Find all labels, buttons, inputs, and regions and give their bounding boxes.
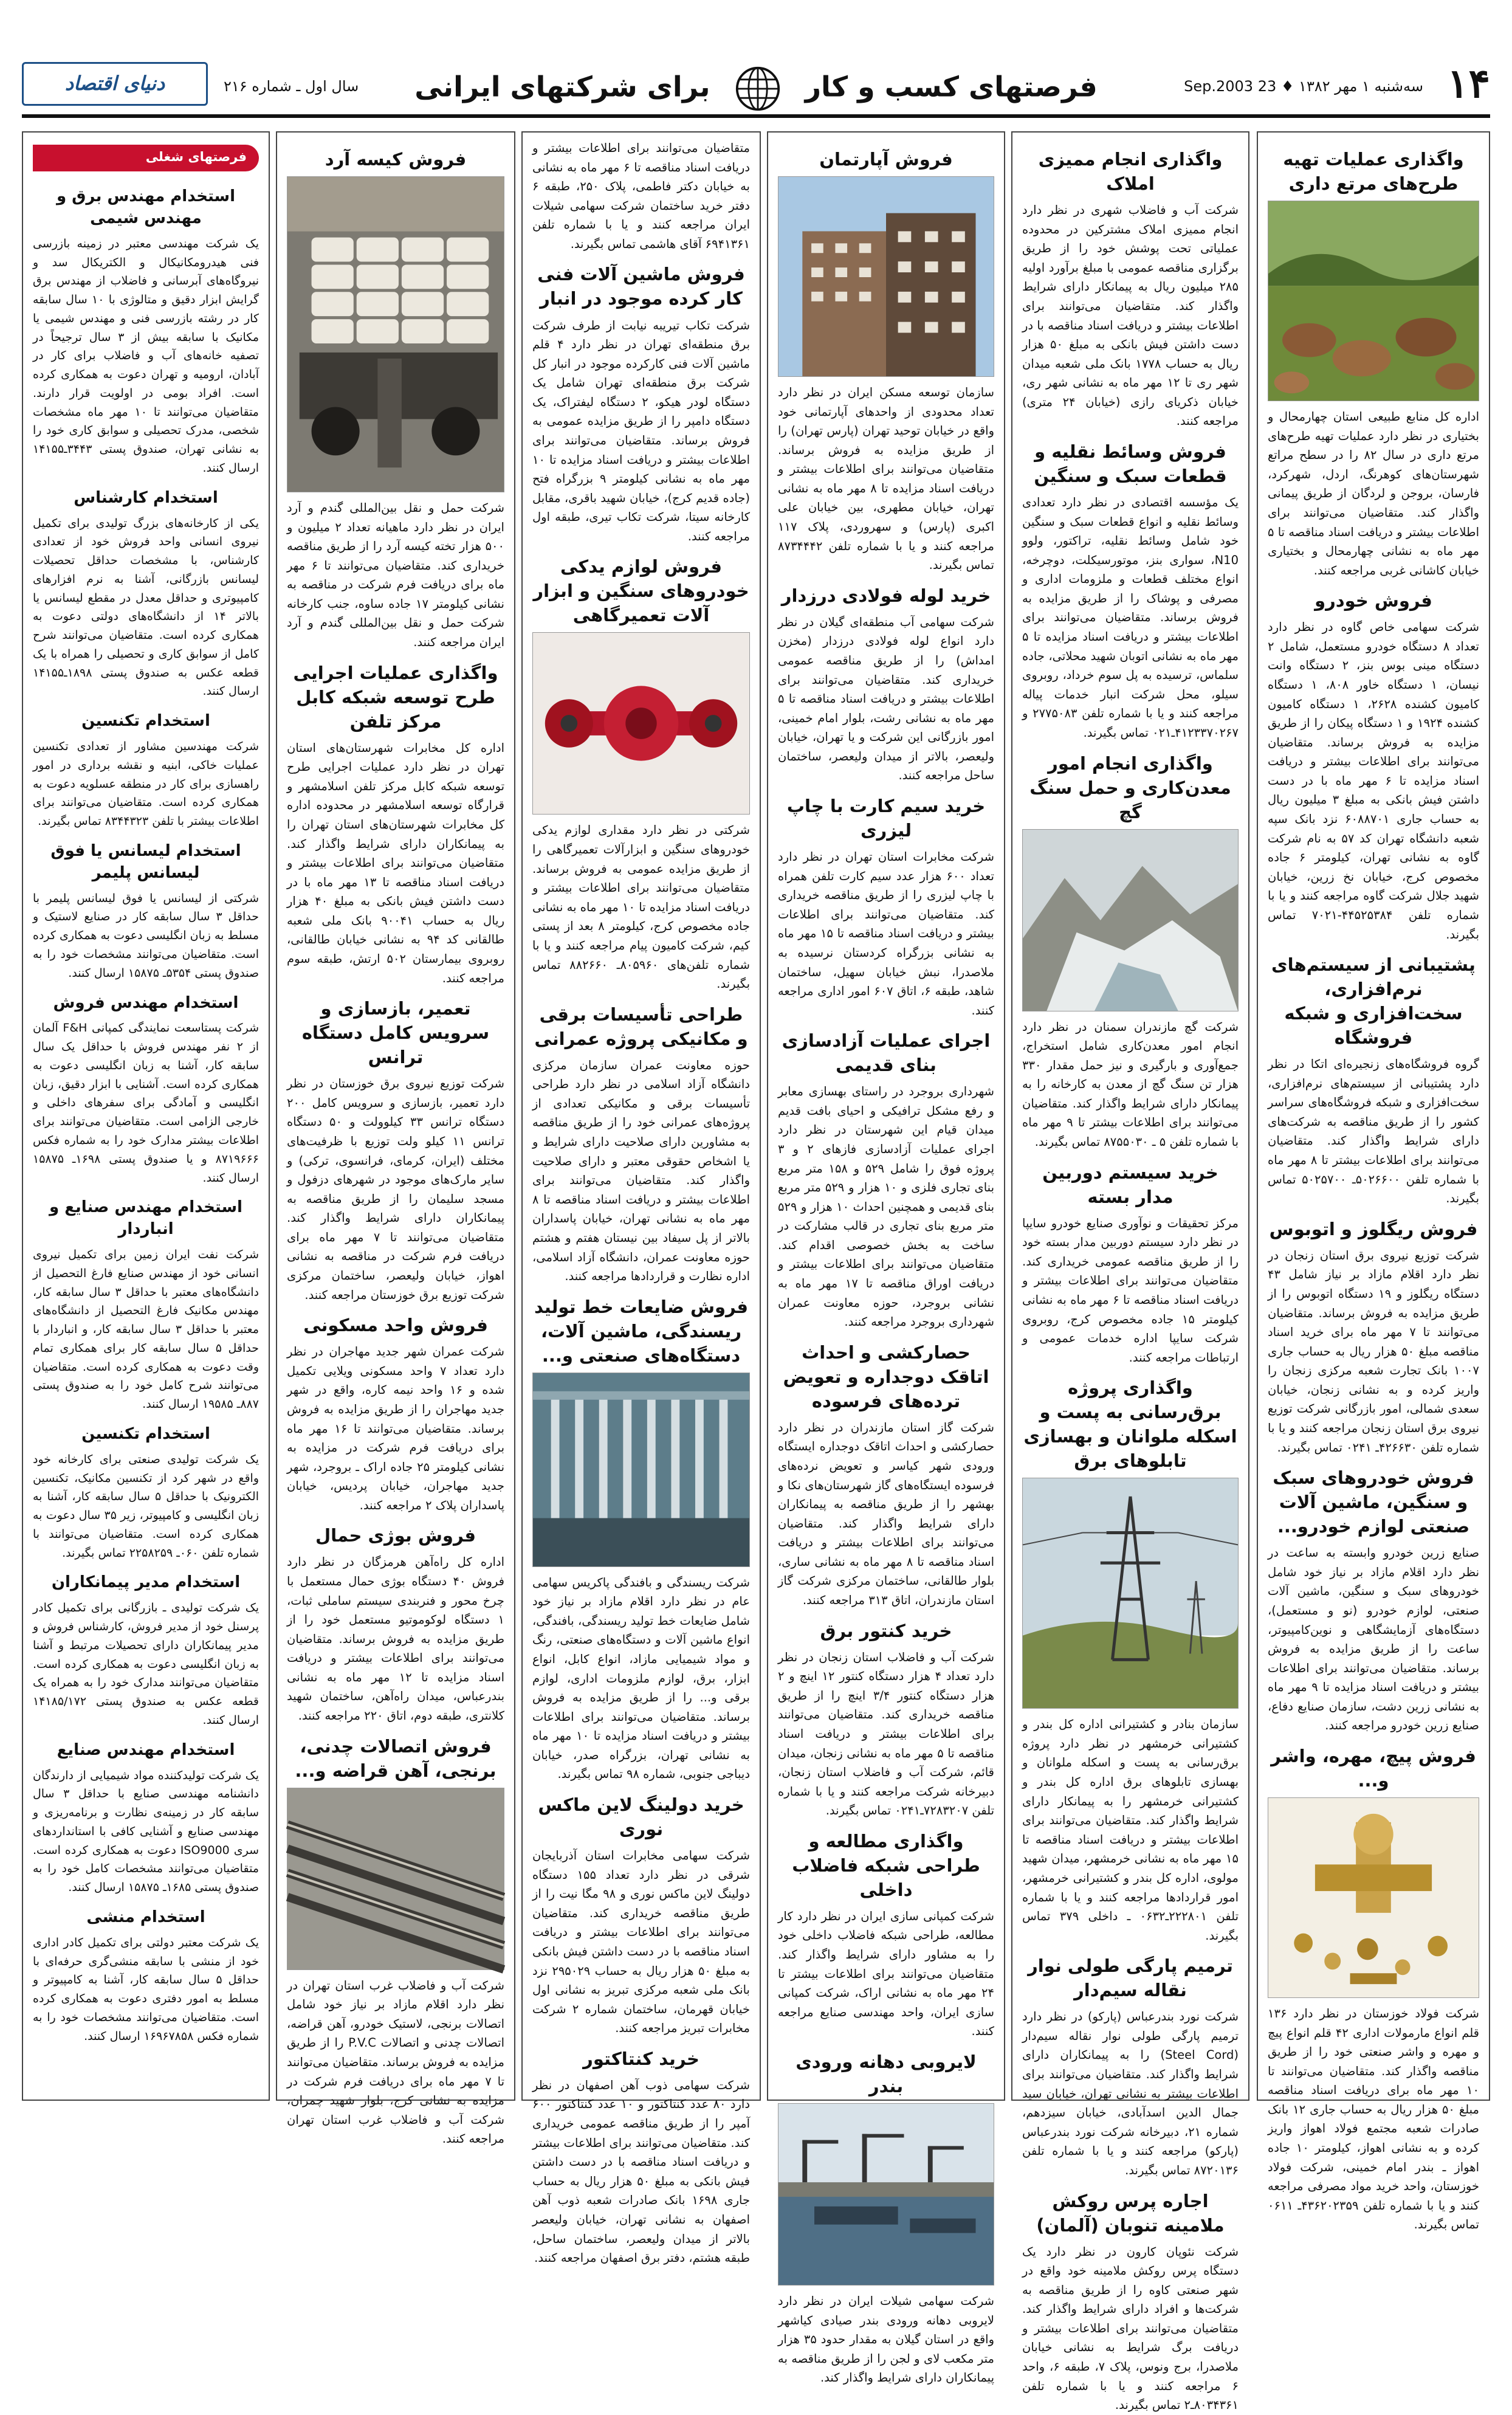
truck-axle-photo bbox=[532, 632, 750, 815]
article-title: واگذاری انجام امور معدن‌کاری و حمل سنگ گچ bbox=[1029, 753, 1231, 822]
power-tower-photo bbox=[1022, 1478, 1239, 1709]
article-title: خرید لوله فولادی درزدار bbox=[781, 585, 991, 606]
article-title: خرید سیستم دوربین مدار بسته bbox=[1042, 1162, 1218, 1207]
article-body: شرکت توزیع نیروی برق استان زنجان در نظر دارد اقلام مازاد بر نیاز شامل ۴۳ دستگاه ریگلوز و ۱۹ دستگاه اتوبوس را از طریق مزایده به فروش برساند. متقاضیان می‌توانند تا ۷ مهر ماه برای خرید اسناد مناقصه مبلغ ۵۰ هزار ریال به حساب جاری ۱۰۰۷ بانک تجارت شعبه مرکزی زنجان را واریز کرده و به نشانی زنجان، خیابان سعدی شمالی، امور بازرگانی شرکت توزیع نیروی برق استان زنجان مراجعه کنند و یا با شماره تلفن ۴۲۶۶۳۰ـ ۰۲۴۱ تماس بگیرند. bbox=[1268, 1248, 1479, 1455]
jobs-banner-bar bbox=[33, 145, 259, 171]
article-title: فروش واحد مسکونی bbox=[303, 1315, 488, 1336]
job-body: یک شرکت معتبر دولتی برای تکمیل کادر اداری خود از منشی با سابقه منشی‌گری حرفه‌ای با حداقل ۵ سال سابقه کار، آشنا به کامپیوتر و مسلط به امور دفتری دعوت به همکاری کرده است. متقاضیان می‌توانند مشخصات خود را به شماره فکس ۱۶۹۶۷۸۵۸ ارسال کنند. bbox=[33, 1935, 259, 2043]
job-body: یک شرکت تولیدکننده مواد شیمیایی از دارندگان دانشنامه مهندسی صنایع با حداقل ۳ سال سابقه کار در زمینه‌ی نظارت و برنامه‌ریزی و مهندسی صنایع و آشنایی کافی با استانداردهای سری ISO9000 دعوت به همکاری کرده است. متقاضیان می‌توانند مشخصات کامل خود را به صندوق پستی ۱۶۸۵ـ ۱۵۸۷۵ ارسال کنند. bbox=[33, 1768, 259, 1895]
article-title: ترمیم پارگی طولی نوار نقاله سیم‌دار bbox=[1028, 1955, 1233, 2001]
job-body: یک شرکت مهندسی معتبر در زمینه بازرسی فنی هیدرومکانیکال و الکتریکال سد و نیروگاه‌های آبرسانی و فاضلاب از مهندس برق گرایش ابزار دقیق و متالوژی با ۱۰ سال سابقه کار در رشته بازرسی فنی و مهندس شیمی یا مکانیک با سابقه بیش از ۳ سال ترجیحاً در تصفیه خانه‌های آب و فاضلاب برای کار در آبادان، ارومیه و تهران دعوت به همکاری کرده است. افراد بومی در اولویت قرار دارند. متقاضیان می‌توانند تا ۱۰ مهر ماه مشخصات شخصی، مدرک تحصیلی و سوابق کاری خود را به نشانی تهران، صندوق پستی ۳۴۴۳ـ۱۴۱۵۵ ارسال کنند. bbox=[33, 236, 259, 475]
article-title: فروش پیچ، مهره، واشر و... bbox=[1271, 1745, 1476, 1791]
column-4 bbox=[521, 131, 761, 2265]
article-title: واگذاری انجام ممیزی املاک bbox=[1038, 149, 1223, 195]
article-body: شرکت آب و فاضلاب شهری در نظر دارد انجام ممیزی املاک مشترکین در محدوده عملیاتی تحت پوشش خود را از طریق برگزاری مناقصه عمومی با مبلغ برآورد اولیه ۲۸۵ میلیون ریال به پیمانکار دارای شرایط واگذار کند. متقاضیان می‌توانند برای اطلاعات بیشتر و دریافت اسناد مناقصه با در دست داشتن فیش بانکی به مبلغ ۵۰ هزار ریال به حساب ۱۷۷۸ بانک ملی شعبه میدان شهر ری تا ۱۲ مهر ماه به نشانی شهر ری، خیابان ذکریای رازی (خیابان ۲۴ متری) مراجعه کنند. bbox=[1022, 203, 1239, 429]
job-body: یک شرکت تولیدی صنعتی برای کارخانه خود واقع در شهر کرد از تکنسین مکانیک، تکنسین الکترونیک با حداقل ۵ سال سابقه کار، آشنا به زبان انگلیسی و کامپیوتر، زیر ۳۵ سال دعوت به همکاری کرده است. متقاضیان می‌توانند با شماره تلفن ۰۶۰ـ ۲۲۵۸۲۵۹ تماس بگیرند. bbox=[33, 1452, 259, 1560]
article-body: شرکت سهامی شیلات ایران در نظر دارد لایروبی دهانه ورودی بندر صیادی کیاشهر واقع در استان گیلان به مقدار حدود ۳۵ هزار متر مکعب لای و لجن را از طریق مناقصه به پیمانکاران دارای شرایط واگذار کند. bbox=[778, 2293, 994, 2385]
job-body: یکی از کارخانه‌های بزرگ تولیدی برای تکمیل نیروی انسانی واحد فروش خود از تعدادی کارشناس، با مشخصات حداقل تحصیلات لیسانس بازرگانی، آشنا به نرم افزارهای کامپیوتری و حداقل معدل در مقطع لیسانس یا بالاتر ۱۴ از دانشگاه‌های دولتی دعوت به همکاری کرده است. متقاضیان می‌توانند شرح کامل از سوابق کاری و تحصیلی را همراه با یک قطعه عکس به صندوق پستی ۱۸۹۸ـ۱۴۱۵۵ ارسال کنند. bbox=[33, 516, 259, 698]
article-body: شرکت آب و فاضلاب استان زنجان در نظر دارد تعداد ۴ هزار دستگاه کنتور ۱۲ اینچ و ۲ هزار دستگاه کنتور ۳/۴ اینچ را از طریق مناقصه خریداری کند. متقاضیان می‌توانند برای اطلاعات بیشتر و دریافت اسناد مناقصه تا ۵ مهر ماه به نشانی زنجان، میدان قائم، شرکت آب و فاضلاب استان زنجان، دبیرخانه شرکت مراجعه کنند و یا با شماره تلفن ۷۲۸۳۲۰۷ـ۰۲۴۱ تماس بگیرند. bbox=[778, 1650, 994, 1818]
article-body: متقاضیان می‌توانند برای اطلاعات بیشتر و دریافت اسناد مناقصه تا ۶ مهر ماه به نشانی به خیابان دکتر فاطمی، پلاک ۲۵۰، طبقه ۶ دفتر خرید ساختمان شرکت سهامی شیلات ایران مراجعه کنند و یا با شماره تلفن ۶۹۴۱۳۶۱ آقای هاشمی تماس بگیرند. bbox=[532, 141, 751, 251]
flour-sacks-truck-photo bbox=[287, 176, 504, 492]
column-5 bbox=[276, 131, 515, 2146]
job-title: استخدام مهندس فروش bbox=[53, 993, 239, 1012]
article-title: فروش وسائط نقلیه و قطعات سبک و سنگین bbox=[1034, 441, 1227, 486]
newspaper-logo: دنیای اقتصاد bbox=[22, 62, 208, 106]
article-body: شرکت عمران شهر جدید مهاجران در نظر دارد تعداد ۷ واحد مسکونی ویلایی تکمیل شده و ۱۶ واحد نیمه کاره، واقع در شهر جدید مهاجران را از طریق مزایده به فروش برساند. متقاضیان می‌توانند تا ۱۶ مهر ماه برای دریافت فرم شرکت در مزایده به نشانی کیلومتر ۲۵ جاده اراک ـ بروجرد، شهر جدید مهاجران، خیابان پردیس، خیابان پاسداران پلاک ۲ مراجعه کنند. bbox=[287, 1345, 504, 1512]
article-title: پشتیبانی از سیستم‌های نرم‌افزاری، سخت‌افزاری و شبکه فروشگاه bbox=[1271, 954, 1476, 1049]
article-title: واگذاری مطالعه و طراحی شبکه فاضلاب داخلی bbox=[792, 1830, 980, 1900]
jobs-banner-label: فرصتهای شغلی bbox=[145, 150, 247, 164]
article-title: فروش ریگلوز و اتوبوس bbox=[1269, 1218, 1478, 1239]
column-2 bbox=[1011, 131, 1249, 2413]
article-body: شرکتی در نظر دارد مقداری لوازم یدکی خودروهای سنگین و ابزارآلات تعمیرگاهی را از طریق مزایده عمومی به فروش برساند. متقاضیان می‌توانند برای اطلاعات بیشتر و دریافت اسناد مزایده تا ۱۰ مهر ماه به نشانی جاده مخصوص کرج، کیلومتر ۸ بعد از پستی کیم، شرکت کامیون پیام مراجعه کنند و یا با شماره تلفن‌های ۸۰۵۹۶۰ـ ۸۸۲۶۶۰ تماس بگیرند. bbox=[532, 823, 750, 991]
article-body: شهرداری بروجرد در راستای بهسازی معابر و رفع مشکل ترافیکی و احیای بافت قدیم میدان قیام این شهرستان در نظر دارد اجرای عملیات آزادسازی فازهای ۲ و ۳ پروژه فوق را شامل ۵۲۹ و ۱۵۸ متر مربع بنای تجاری فلزی و ۱۰ هزار و ۵۲۹ متر مربع بنای قدیمی و همچنین احداث ۱۰ هزار و ۵۲۹ متر مربع بنای تجاری در قالب مشارکت در ساخت به بخش خصوصی اقدام کند. متقاضیان می‌توانند برای اطلاعات بیشتر و دریافت اوراق مناقصه تا ۱۷ مهر ماه به نشانی بروجرد، حوزه معاونت عمران شهرداری بروجرد مراجعه کنند. bbox=[778, 1084, 995, 1329]
article-title: لایروبی دهانه ورودی بندر bbox=[796, 2051, 977, 2096]
article-body: شرکت نورد بندرعباس (پارکو) در نظر دارد ترمیم پارگی طولی نوار نقاله سیم‌دار (Steel Cord) را به پیمانکاران دارای شرایط واگذار کند. متقاضیان می‌توانند برای اطلاعات بیشتر به نشانی تهران، خیابان سید جمال الدین اسدآبادی، خیابان سیزدهم، شماره ۲۱، دبیرخانه شرکت نورد بندرعباس (پارکو) مراجعه کنند و یا با شماره تلفن ۸۷۲۰۱۳۶ تماس بگیرند. bbox=[1022, 2010, 1239, 2177]
article-body: شرکت توزیع نیروی برق خوزستان در نظر دارد تعمیر، بازسازی و سرویس کامل ۲۰۰ دستگاه ترانس ۳۳ کیلوولت و ۵۰ دستگاه ترانس ۱۱ کیلو ولت توزیع با ظرفیت‌های مختلف (ایران، کرمای، فرانسوی، ترکی) و سایر مارک‌های موجود در شهرهای دزفول و مسجد سلیمان را از طریق مناقصه به پیمانکاران دارای شرایط واگذار کند. متقاضیان می‌توانند تا ۷ مهر ماه برای دریافت فرم شرکت در مناقصه به نشانی اهواز، خیابان ولیعصر، ساختمان مرکزی شرکت توزیع برق خوزستان مراجعه کنند. bbox=[287, 1077, 504, 1302]
title-left: برای شرکتهای ایرانی bbox=[414, 70, 710, 103]
job-title: استخدام منشی bbox=[86, 1907, 205, 1926]
article-title: فروش خودرو bbox=[1314, 590, 1432, 612]
issue-number: سال اول ـ شماره ۲۱۶ bbox=[224, 78, 359, 95]
column-3 bbox=[767, 131, 1005, 2385]
article-title: خرید کنتاکتور bbox=[583, 2048, 699, 2069]
spinning-machine-photo bbox=[532, 1373, 750, 1567]
article-body: صنایع زرین خودرو وابسته به ساعت در نظر دارد اقلام مازاد بر نیاز خود شامل خودروهای سبک و سنگین، ماشین آلات صنعتی، لوازم خودرو (نو و مستعمل)، دستگاه‌های آزمایشگاهی و نوین‌کامپیوتر، ساعت را از طریق مزایده به فروش برساند. متقاضیان می‌توانند برای اطلاعات بیشتر و دریافت اسناد مزایده تا ۹ مهر ماه به نشانی زرین دشت، سازمان صنایع دفاع، صنایع زرین خودرو مراجعه کنند. bbox=[1268, 1546, 1479, 1733]
page-header bbox=[22, 58, 1490, 118]
article-body: سازمان بنادر و کشتیرانی اداره کل بندر و کشتیرانی خرمشهر در نظر دارد پروژه برق‌رسانی به پست و اسکله ملوانان و بهسازی تابلوهای برق اداره کل بندر و کشتیرانی خرمشهر را به پیمانکار دارای شرایط واگذار کند. متقاضیان می‌توانند برای اطلاعات بیشتر و دریافت اسناد مناقصه تا ۱۵ مهر ماه به نشانی خرمشهر، میدان شهید مولوی، اداره کل بندر و کشتیرانی خرمشهر، امور قراردادها مراجعه کنند و یا با شماره تلفن ۲۲۲۸۰۱ـ۰۶۳۲ ـ داخلی ۳۷۹ تماس بگیرند. bbox=[1022, 1717, 1239, 1943]
article-body: گروه فروشگاه‌های زنجیره‌ای اتکا در نظر دارد پشتیبانی از سیستم‌های نرم‌افزاری، سخت‌افزاری و شبکه فروشگاه‌های سراسر کشور را از طریق مناقصه به شرکت‌های دارای شرایط واگذار کند. متقاضیان می‌توانند برای اطلاعات بیشتر تا ۸ مهر ماه با شماره تلفن ۵۰۲۶۶۰۰ـ ۵۰۲۵۷۰۰ تماس بگیرند. bbox=[1268, 1057, 1479, 1206]
job-body: شرکت پستاسعت نمایندگی کمپانی F&H آلمان از ۲ نفر مهندس فروش با حداقل یک سال سابقه کار، آشنا به زبان انگلیسی دعوت به همکاری کرده است. آشنایی با ابزار دقیق، زبان انگلیسی و آمادگی برای سفرهای داخلی و خارجی الزامی است. متقاضیان می‌توانند برای اطلاعات بیشتر مدارک خود را به شماره فکس ۸۷۱۹۶۶۶ و یا صندوق پستی ۱۶۹۸ـ ۱۵۸۷۵ ارسال کنند. bbox=[33, 1021, 259, 1185]
job-title: استخدام تکنسین bbox=[81, 712, 210, 731]
article-title: طراحی تأسیسات برقی و مکانیکی پروژه عمرانی bbox=[534, 1004, 748, 1049]
article-title: خرید دولینگ لاین ماکس نوری bbox=[538, 1794, 744, 1840]
job-title: استخدام مهندس برق و مهندس شیمی bbox=[56, 187, 236, 227]
article-title: خرید کنتور برق bbox=[820, 1620, 952, 1641]
article-title: فروش لوازم یدکی خودروهای سنگین و ابزار آلات تعمیرگاهی bbox=[533, 556, 749, 626]
column-1 bbox=[1257, 131, 1490, 2232]
article-title: حصارکشی و احداث اتاقک دوجداره و تعویض ترده‌های فرسوده bbox=[783, 1342, 989, 1411]
article-body: شرکت ریسندگی و بافندگی پاکریس سهامی عام در نظر دارد اقلام مازاد بر نیاز خود شامل ضایعات خط تولید ریسندگی، بافندگی، انواع ماشین آلات و دستگاه‌های صنعتی، رنگ و مواد شیمیایی مازاد، انواع کابل، انواع ابزار، برق، لوازم ملزومات اداری، لوازم برقی و... را از طریق مزایده به فروش برساند. متقاضیان می‌توانند برای اطلاعات بیشتر و دریافت اسناد مزایده تا ۱۰ مهر ماه به نشانی تهران، بزرگراه صدر، خیابان دیباجی جنوبی، شماره ۹۸ تماس بگیرند. bbox=[532, 1575, 750, 1782]
article-body: شرکت آب و فاضلاب غرب استان تهران در نظر دارد اقلام مازاد بر نیاز خود شامل اتصالات برنجی، لاستیک خودرو، آهن قراضه، اتصالات چدنی و اتصالات P.V.C را از طریق مزایده به فروش برساند. متقاضیان می‌توانند تا ۷ مهر ماه برای دریافت فرم شرکت در مزایده به نشانی کرج، بلوار شهید چمران، شرکت آب و فاضلاب غرب استان تهران مراجعه کنند. bbox=[287, 1978, 505, 2146]
article-body: شرکت سهامی آب منطقه‌ای گیلان در نظر دارد انواع لوله فولادی درزدار (مخزن امداش) را از طریق مناقصه عمومی خریداری کند. متقاضیان می‌توانند برای اطلاعات بیشتر و دریافت اسناد مناقصه تا ۵ مهر ماه به نشانی رشت، بلوار امام خمینی، امور بازرگانی این شرکت و یا تهران، خیابان ولیعصر، بالاتر از میدان ولیعصر، ساختمان ساحل مراجعه کنند. bbox=[778, 615, 994, 783]
article-title: فروش خودروهای سبک و سنگین، ماشین آلات صنعتی لوازم خودرو... bbox=[1273, 1467, 1474, 1537]
job-title: استخدام کارشناس bbox=[74, 488, 218, 507]
brass-fittings-photo bbox=[1268, 1797, 1479, 1998]
article-title: فروش ماشین آلات فنی کار کرده موجود در انبار bbox=[537, 264, 745, 309]
article-body: شرکت مخابرات استان تهران در نظر دارد تعداد ۶۰۰ هزار عدد سیم کارت تلفن همراه با چاپ لیزری را از طریق مناقصه خریداری کند. متقاضیان می‌توانند برای اطلاعات بیشتر و دریافت اسناد مناقصه تا ۱۵ مهر ماه به نشانی بزرگراه کردستان نرسیده به ملاصدرا، نبش خیابان سهیل، ساختمان شاهد، طبقه ۶، اتاق ۶۰۷ امور اداری مراجعه کنند. bbox=[778, 850, 995, 1018]
article-title: فروش ضایعات خط تولید ریسندگی، ماشین آلات، دستگاه‌های صنعتی و... bbox=[534, 1296, 749, 1366]
globe-icon bbox=[735, 66, 781, 112]
article-body: شرکت نئوپان کارون در نظر دارد یک دستگاه پرس روکش ملامینه خود واقع در شهر صنعتی کاوه را از طریق مناقصه به شرکت‌ها و افراد دارای شرایط واگذار کند. متقاضیان می‌توانند برای اطلاعات بیشتر و دریافت برگ شرایط به نشانی خیابان ملاصدرا، برج ونوس، پلاک ۷، طبقه ۶، واحد ۶ مراجعه کنند و یا با شماره تلفن ۸۰۳۴۳۶۱ـ۲ تماس بگیرند. bbox=[1022, 2244, 1239, 2413]
job-body: شرکت نفت ایران زمین برای تکمیل نیروی انسانی خود از مهندس صنایع فارغ التحصیل از دانشگاه‌های معتبر با حداقل ۳ سال سابقه کار، مهندس مکانیک فارغ التحصیل از دانشگاه‌های معتبر با حداقل ۳ سال سابقه کار، و انباردار با حداقل ۵ سال سابقه کار برای همکاری تمام وقت دعوت به همکاری کرده است. متقاضیان می‌توانند شرح کامل خود را به صندوق پستی ۸۸۷ـ ۱۹۵۸۵ ارسال کنند. bbox=[33, 1248, 259, 1411]
job-title: استخدام تکنسین bbox=[81, 1424, 210, 1443]
job-title: استخدام مدیر پیمانکاران bbox=[51, 1573, 241, 1592]
article-title: فروش اتصالات چدنی، برنجی، آهن قراضه و... bbox=[295, 1735, 497, 1781]
article-body: اداره کل راه‌آهن هرمزگان در نظر دارد فروش ۴۰ دستگاه بوژی حمال مستعمل با چرخ محور و فنربندی سیستم ساملی ثبات، ۱ دستگاه لوکوموتیو مستعمل خود را از طریق مزایده به فروش برساند. متقاضیان می‌توانند برای اطلاعات بیشتر و دریافت اسناد مزایده تا ۱۲ مهر ماه به نشانی بندرعباس، میدان راه‌آهن، ساختمان شهید کلانتری، طبقه دوم، اتاق ۲۲۰ مراجعه کنند. bbox=[287, 1555, 504, 1723]
article-title: واگذاری عملیات تهیه طرح‌های مرتع داری bbox=[1283, 149, 1464, 195]
pipes-photo bbox=[287, 1788, 504, 1970]
article-body: اداره کل منابع طبیعی استان چهارمحال و بختیاری در نظر دارد عملیات تهیه طرح‌های مرتع داری در سال ۸۲ را در سطح مراتع شهرستان‌های کوهرنگ، اردل، شهرکرد، فارسان، بروجن و لردگان از طریق پیمانی واگذار کند. متقاضیان می‌توانند برای اطلاعات بیشتر و دریافت اسناد مناقصه تا ۵ مهر ماه به نشانی چهارمحال و بختیاری خیابان کاشانی غربی مراجعه کنند. bbox=[1268, 410, 1479, 577]
article-body: شرکت حمل و نقل بین‌المللی گندم و آرد ایران در نظر دارد ماهیانه تعداد ۲ میلیون و ۵۰۰ هزار تخته کیسه آرد را از طریق مناقصه خریداری کند. متقاضیان می‌توانند تا ۶ مهر ماه برای دریافت فرم شرکت در مناقصه به نشانی کیلومتر ۱۷ جاده ساوه، جنب کارخانه شرکت حمل و نقل بین‌المللی گندم و آرد ایران مراجعه کنند. bbox=[287, 501, 504, 650]
article-title: فروش بوژی حمال bbox=[315, 1525, 476, 1546]
jobs-banner bbox=[33, 141, 259, 176]
job-title: استخدام مهندس صنایع و انباردار bbox=[49, 1198, 242, 1239]
job-body: شرکتی از لیسانس یا فوق لیسانس پلیمر با حداقل ۳ سال سابقه کار در صنایع لاستیک و مسلط به زبان انگلیسی دعوت به همکاری کرده است. متقاضیان می‌توانند مشخصات خود را به صندوق پستی ۵۳۵۴ـ ۱۵۸۷۵ ارسال کنند. bbox=[33, 891, 259, 980]
article-title: واگذاری عملیات اجرایی طرح توسعه شبکه کابل مرکز تلفن bbox=[293, 662, 498, 732]
article-body: شرکت تکاب تیریبه نیابت از طرف شرکت برق منطقه‌ای تهران در نظر دارد ۴ قلم ماشین آلات فنی کارکرده موجود در انبار کل شرکت برق منطقه‌ای تهران شامل یک دستگاه لودر هیکو، ۲ دستگاه لیفتراک، یک دستگاه دامپر را از طریق مزایده عمومی به فروش برساند. متقاضیان می‌توانند برای اطلاعات بیشتر و دریافت اسناد مزایده تا ۱۰ مهر ماه به نشانی کیلومتر ۹ بزرگراه فتح (جاده قدیم کرج)، خیابان شهید باقری، مقابل کارخانه سیتا، شرکت تکاب تیری، طبقه اول مراجعه کنند. bbox=[532, 318, 750, 543]
article-title: تعمیر، بازسازی و سرویس کامل دستگاه ترانس bbox=[301, 998, 490, 1068]
article-title: فروش آپارتمان bbox=[819, 149, 953, 170]
article-body: سازمان توسعه مسکن ایران در نظر دارد تعداد محدودی از واحدهای آپارتمانی خود واقع در خیابان توحید تهران (پارس تهران) را از طریق مزایده به فروش برساند. متقاضیان می‌توانند برای اطلاعات بیشتر و دریافت اسناد مزایده تا ۸ مهر ماه به نشانی تهران، خیابان مطهری، بین خیابان علی اکبری (پارس) و سهروردی، پلاک ۱۱۷ مراجعه کنند و یا با شماره تلفن ۸۷۳۴۴۴۲ تماس بگیرند. bbox=[778, 385, 994, 573]
article-title: واگذاری پروژه برق‌رسانی به پست و اسکله ملوانان و بهسازی تابلوهای برق bbox=[1023, 1377, 1237, 1472]
job-title: استخدام مهندس صنایع bbox=[57, 1740, 235, 1759]
article-body: شرکت گاز استان مازندران در نظر دارد حصارکشی و احداث اتاقک دوجداره ایستگاه ورودی شهر کیاسر و تعویض نرده‌های فرسوده ایستگاه‌های گاز شهرستان‌های نکا و بهشهر را از طریق مناقصه به پیمانکاران دارای شرایط واگذار کند. متقاضیان می‌توانند برای اطلاعات بیشتر و دریافت اسناد مناقصه تا ۸ مهر ماه به نشانی ساری، بلوار طالقانی، ساختمان مرکزی شرکت گاز استان مازندران، اتاق ۳۱۳ مراجعه کنند. bbox=[778, 1420, 994, 1608]
job-body: یک شرکت تولیدی ـ بازرگانی برای تکمیل کادر پرسنل خود از مدیر فروش، کارشناس فروش و مدیر پیمانکاران دارای تحصیلات مرتبط و آشنا به زبان انگلیسی دعوت به همکاری کرده است. متقاضیان می‌توانند مدارک خود را به همراه یک قطعه عکس به صندوق پستی ۱۴۱۸۵/۱۷۲ ارسال کنند. bbox=[33, 1601, 259, 1727]
gypsum-mine-photo bbox=[1022, 829, 1239, 1011]
article-body: شرکت سهامی ذوب آهن اصفهان در نظر دارد ۸۰ عدد کنتاکتور و ۱۰ عدد کنتاکتور ۶۰۰ آمپر را از طریق مناقصه عمومی خریداری کند. متقاضیان می‌توانند برای اطلاعات بیشتر و دریافت اسناد مناقصه با در دست داشتن فیش بانکی به مبلغ ۵۰ هزار ریال به حساب جاری ۱۶۹۸ بانک صادرات شعبه ذوب آهن اصفهان به نشانی تهران، خیابان ولیعصر بالاتر از میدان ولیعصر، ساختمان ساحل، طبقه هشتم، دفتر برق اصفهان مراجعه کنند. bbox=[532, 2078, 750, 2265]
article-body: شرکت کمپانی سازی ایران در نظر دارد کار مطالعه، طراحی شبکه فاضلاب داخلی خود را به مشاور دارای شرایط واگذار کند. متقاضیان می‌توانند برای اطلاعات بیشتر تا ۲۴ مهر ماه به نشانی اراک، شرکت کمپانی سازی ایران، واحد مهندسی صنایع مراجعه کنند. bbox=[778, 1909, 994, 2039]
article-body: اداره کل مخابرات شهرستان‌های استان تهران در نظر دارد عملیات اجرایی طرح توسعه شبکه کابل مرکز تلفن اسلامشهر و قرارگاه توسعه اسلامشهر در محدوده اداره کل مخابرات شهرستان‌های استان تهران را به پیمانکاران دارای شرایط واگذار کند. متقاضیان می‌توانند برای اطلاعات بیشتر و دریافت اسناد مناقصه تا ۱۳ مهر ماه با در دست داشتن فیش بانکی به مبلغ ۴۰ هزار ریال به حساب ۹۰۰۴۱ بانک ملی شعبه طالقانی کد ۹۴ به نشانی خیابان طالقانی، روبروی بیمارستان ۵۰۲ ارتش، طبقه سوم مراجعه کنند. bbox=[287, 740, 504, 985]
job-body: شرکت مهندسین مشاور از تعدادی تکنسین عملیات خاکی، ابنیه و نقشه برداری در امور راهسازی برای کار در منطقه عسلویه دعوت به همکاری کرده است. متقاضیان می‌توانند برای اطلاعات بیشتر با تلفن ۸۳۴۴۳۲۳ تماس بگیرند. bbox=[33, 740, 259, 829]
apartment-photo bbox=[778, 176, 994, 377]
pasture-sheep-photo bbox=[1268, 201, 1479, 401]
page-number: ۱۴ bbox=[1447, 60, 1490, 107]
article-title: فروش کیسه آرد bbox=[325, 149, 467, 170]
article-body: شرکت فولاد خوزستان در نظر دارد ۱۳۶ قلم انواع مارمولات اداری ۴۲ قلم انواع پیچ و مهره و واشر صنعتی خود را از طریق مناقصه واگذار کند. متقاضیان می‌توانند تا ۱۰ مهر ماه برای دریافت اسناد مناقصه مبلغ ۵۰ هزار ریال به حساب جاری ۱۲ بانک صادرات شعبه مجتمع فولاد اهواز واریز کرده و به نشانی اهواز، کیلومتر ۱۰ جاده اهواز ـ بندر امام خمینی، شرکت فولاد خوزستان، واحد خرید مواد مصرفی مراجعه کنند و یا با شماره تلفن ۴۳۶۲۰۲۳۵۹ـ ۰۶۱۱ تماس بگیرند. bbox=[1268, 2007, 1479, 2232]
harbor-photo bbox=[778, 2103, 994, 2286]
article-body: شرکت سهامی مخابرات استان آذربایجان شرقی در نظر دارد تعداد ۱۵۵ دستگاه دولینگ لاین ماکس نوری و ۹۸ مگا نیت را از طریق مناقصه خریداری کند. متقاضیان می‌توانند برای اطلاعات بیشتر و دریافت اسناد مناقصه با در دست داشتن فیش بانکی به مبلغ ۵۰ هزار ریال به حساب ۲۹۵۰۲۹ نزد بانک ملی شعبه مرکزی تبریز به نشانی اول خیابان قهرمان، ساختمان شماره ۲ شرکت مخابرات تبریز مراجعه کنند. bbox=[532, 1848, 751, 2036]
article-title: اجاره پرس روکش ملامینه تنوبان (آلمان) bbox=[1036, 2190, 1225, 2236]
title-right: فرصتهای کسب و کار bbox=[805, 70, 1098, 103]
column-jobs bbox=[22, 131, 270, 2101]
article-title: خرید سیم کارت با چاپ لیزری bbox=[786, 796, 986, 841]
issue-date: سه‌شنبه ۱ مهر ۱۳۸۲ ♦ 23 Sep.2003 bbox=[1184, 78, 1423, 95]
article-body: شرکت سهامی خاص گاوه در نظر دارد تعداد ۸ دستگاه خودرو مستعمل، شامل ۲ دستگاه مینی بوس بنز، ۲ دستگاه وانت نیسان، ۱ دستگاه خاور ۸۰۸، ۱ دستگاه کامیون کشنده ۲۶۲۸، ۱ دستگاه کامیون کشنده ۱۹۲۴ و ۱ دستگاه پیکان را از طریق مزایده به فروش برساند. متقاضیان می‌توانند برای اطلاعات بیشتر و دریافت اسناد مزایده تا ۶ مهر ماه با در دست داشتن فیش بانکی به مبلغ ۳ میلیون ریال به حساب جاری ۶۰۸۸۷۰۱ نزد بانک سپه شعبه دانشگاه تهران کد ۵۷ به نام شرکت گاوه به نشانی تهران، کیلومتر ۶ جاده مخصوص کرج، خیابان نخ زرین، خیابان شهید جلال شرکت گاوه مراجعه کنند و یا با شماره تلفن ۴۴۵۲۵۳۸۴-۷۰۲۱ تماس بگیرند. bbox=[1268, 620, 1480, 942]
article-body: یک مؤسسه اقتصادی در نظر دارد تعدادی وسائط نقلیه و انواع قطعات سبک و سنگین خود شامل وسائط نقلیه، تراکتور، ولوو N10، سواری بنز، موتورسیکلت، دوچرخه، انواع مختلف قطعات و ملزومات اداری و مصرفی و پوشاک را از طریق مزایده به فروش برساند. متقاضیان می‌توانند برای اطلاعات بیشتر و دریافت اسناد مزایده تا ۵ مهر ماه به نشانی اتوبان شهید محلاتی، جاده سلماس، ترسیده به پل سوم خرداد، روبروی سیلو، محل شرکت انبار خدمات پیاله مراجعه کنند و یا با شماره تلفن ۲۷۷۵۰۸۳ و ۴۱۲۳۳۷۰۲۶۷ـ۰۲۱ تماس بگیرند. bbox=[1022, 495, 1239, 740]
article-body: حوزه معاونت عمران سازمان مرکزی دانشگاه آزاد اسلامی در نظر دارد طراحی تأسیسات برقی و مکانیکی تعدادی از پروژه‌های عمرانی خود را از طریق مناقصه به مشاورین دارای صلاحیت دارای شرایط و یا اشخاص حقوقی معتبر و دارای صلاحیت واگذار کند. متقاضیان می‌توانند برای اطلاعات بیشتر و دریافت اسناد مناقصه تا ۸ مهر ماه به نشانی تهران، خیابان پاسداران بالاتر از پل سیفاد بین نیستان هفتم و هشتم حوزه معاونت عمران، دانشگاه آزاد اسلامی، اداره نظارت و قراردادها مراجعه کنند. bbox=[532, 1058, 750, 1284]
article-body: مرکز تحقیقات و نوآوری صنایع خودرو سایپا در نظر دارد سیستم دوربین مدار بسته خود را از طریق مناقصه عمومی خریداری کند. متقاضیان می‌توانند برای اطلاعات بیشتر و دریافت اسناد مناقصه تا ۶ مهر ماه به نشانی کیلومتر ۱۵ جاده مخصوص کرج، روبروی شرکت سایپا اداره خدمات عمومی و ارتباطات مراجعه کنند. bbox=[1022, 1216, 1239, 1365]
article-body: شرکت گچ مازندران سمنان در نظر دارد انجام امور معدن‌کاری شامل استخراج، جمع‌آوری و بارگیری و نیز حمل مقدار ۳۳۰ هزار تن سنگ گچ از معدن به کارخانه را به پیمانکار دارای شرایط واگذار کند. متقاضیان می‌توانند برای اطلاعات بیشتر تا ۹ مهر ماه با شماره تلفن ۵ ـ ۸۷۵۵۰۳۰ تماس بگیرند. bbox=[1022, 1019, 1239, 1149]
article-title: اجرای عملیات آزادسازی بنای قدیمی bbox=[782, 1030, 991, 1076]
job-title: استخدام لیسانس یا فوق لیسانس پلیمر bbox=[50, 841, 241, 882]
